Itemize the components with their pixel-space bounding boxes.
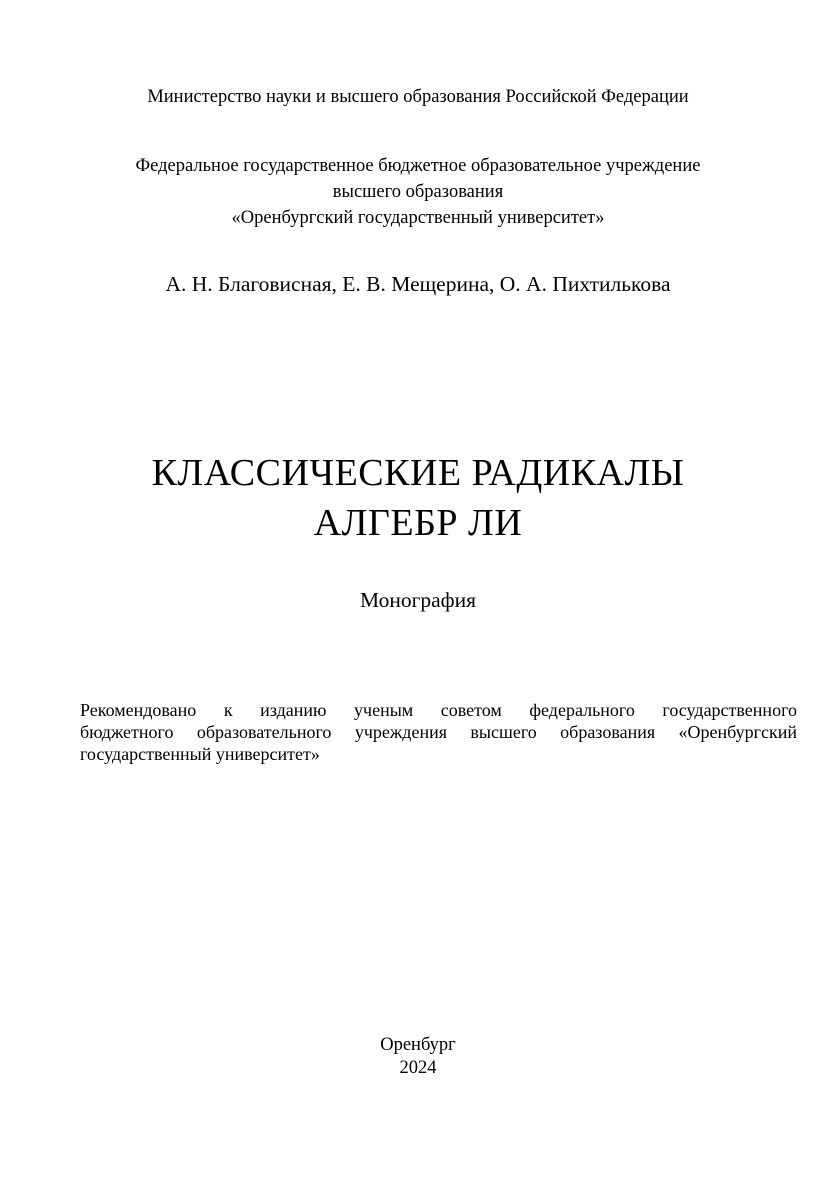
ministry-heading: Министерство науки и высшего образования Российской Федерации	[147, 87, 689, 107]
publication-year: 2024	[399, 1058, 437, 1078]
book-title	[0, 448, 836, 548]
publication-city: Оренбург	[380, 1035, 456, 1055]
recommendation-line-1: Рекомендовано к изданию ученым советом федерального государственного	[80, 700, 797, 720]
book-title-line-2: АЛГЕБР ЛИ	[313, 502, 523, 544]
genre-label: Монография	[359, 588, 477, 612]
book-title-line-1: КЛАССИЧЕСКИЕ РАДИКАЛЫ	[151, 452, 685, 494]
institution-line-2: высшего образования	[332, 182, 504, 202]
institution-line-1: Федеральное государственное бюджетное образовательное учреждение	[135, 156, 701, 176]
institution-line-3: «Оренбургский государственный университет»	[231, 208, 605, 228]
recommendation-line-2: бюджетного образовательного учреждения высшего образования «Оренбургский	[80, 722, 797, 742]
recommendation-text	[80, 699, 797, 765]
institution-block	[0, 153, 836, 231]
recommendation-line-3: государственный университет»	[80, 744, 320, 764]
authors: А. Н. Благовисная, Е. В. Мещерина, О. А. Пихтилькова	[165, 272, 671, 296]
